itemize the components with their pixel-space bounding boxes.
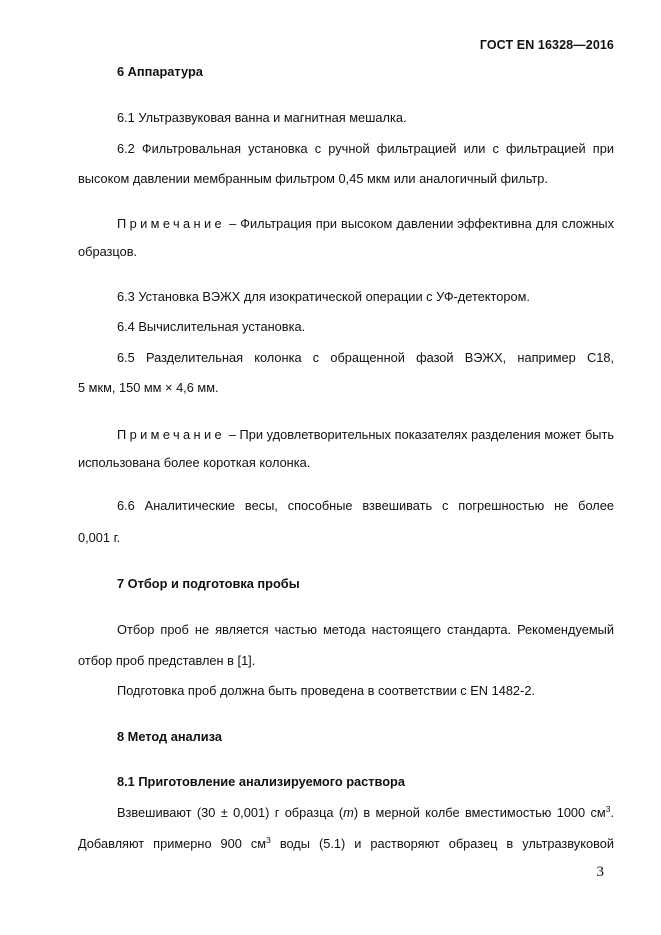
note-2-text: – При удовлетворительных показателях разделения может быть: [225, 427, 614, 442]
paragraph-8-1-text-b: ) в мерной колбе вместимостью 1000 см: [353, 805, 606, 820]
section-8-heading: 8 Метод анализа: [117, 729, 222, 744]
paragraph-6-6-line-2: 0,001 г.: [78, 530, 121, 545]
section-6-heading: 6 Аппаратура: [117, 64, 203, 79]
paragraph-8-1-line-2: [78, 836, 614, 852]
paragraph-7-1-line-2: отбор проб представлен в [1].: [78, 653, 256, 668]
paragraph-8-1-text-a: Взвешивают (30 ± 0,001) г образца (: [117, 805, 344, 820]
paragraph-6-3: 6.3 Установка ВЭЖХ для изократической операции с УФ-детектором.: [117, 289, 530, 304]
section-7-heading: 7 Отбор и подготовка пробы: [117, 576, 300, 591]
paragraph-6-4: 6.4 Вычислительная установка.: [117, 319, 306, 334]
paragraph-7-2: Подготовка проб должна быть проведена в соответствии с EN 1482-2.: [117, 683, 535, 698]
note-1-line-2: образцов.: [78, 244, 138, 259]
note-1-text: – Фильтрация при высоком давлении эффективна для сложных: [225, 216, 614, 231]
paragraph-7-1-line-1: Отбор проб не является частью метода настоящего стандарта. Рекомендуемый: [117, 622, 614, 637]
paragraph-6-1: 6.1 Ультразвуковая ванна и магнитная мешалка.: [117, 110, 407, 125]
note-1-label: Примечание: [117, 216, 226, 231]
standard-header: ГОСТ EN 16328—2016: [479, 38, 614, 52]
paragraph-6-5-line-2: 5 мкм, 150 мм × 4,6 мм.: [78, 380, 219, 395]
cubic-superscript: 3: [266, 835, 271, 845]
paragraph-6-2-line-1: 6.2 Фильтровальная установка с ручной фильтрацией или с фильтрацией при: [117, 141, 614, 156]
note-2-line-1: [117, 427, 614, 443]
sentence-period: .: [610, 805, 614, 820]
paragraph-8-1-text-d: воды (5.1) и растворяют образец в ультразвуковой: [270, 836, 614, 851]
paragraph-6-5-line-1: 6.5 Разделительная колонка с обращенной фазой ВЭЖХ, например С18,: [117, 350, 614, 365]
paragraph-8-1-line-1: [117, 805, 614, 821]
section-8-1-heading: 8.1 Приготовление анализируемого раствора: [117, 774, 405, 789]
note-2-line-2: использована более короткая колонка.: [78, 455, 311, 470]
note-1-line-1: [117, 216, 614, 232]
paragraph-6-6-line-1: 6.6 Аналитические весы, способные взвешивать с погрешностью не более: [117, 498, 614, 513]
note-2-label: Примечание: [117, 427, 226, 442]
paragraph-6-2-line-2: высоком давлении мембранным фильтром 0,45 мкм или аналогичный фильтр.: [78, 171, 548, 186]
cubic-superscript: 3: [605, 804, 611, 814]
page-number: 3: [596, 864, 604, 880]
mass-variable: m: [343, 805, 354, 820]
paragraph-8-1-text-c: Добавляют примерно 900 см: [78, 836, 267, 851]
